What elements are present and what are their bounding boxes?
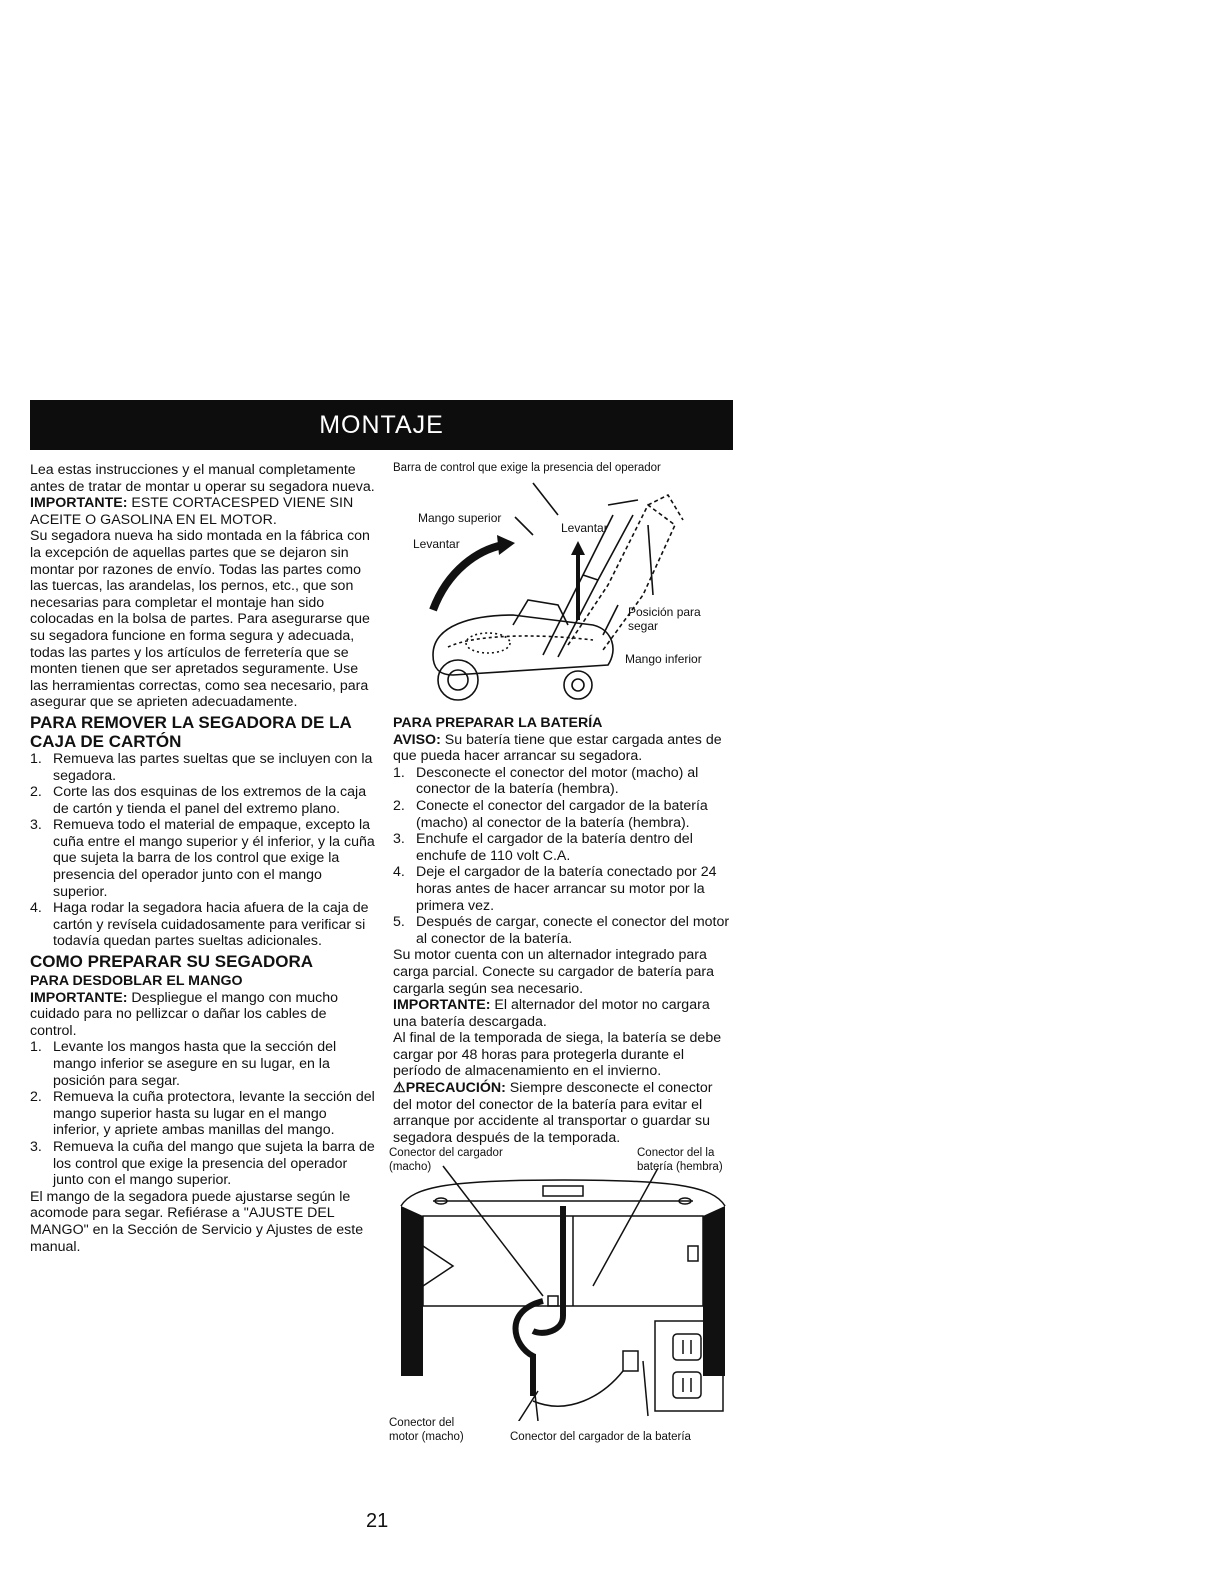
list-item: 1. Levante los mangos hasta que la sección del mango inferior se asegure en su lugar, en la posición para segar. [30,1039,337,1089]
assembly-paragraph: Su segadora nueva ha sido montada en la fábrica con la excepción de aquellas partes que se dejaron sin montar por razones de envío. Todas las partes como las tuercas, las arandelas, los pernos, etc., que son necesarias para completar el montaje han sido colocadas en la bolsa de partes. Para asegurarse que su segadora funcione en forma segura y adecuada, todas las partes y los artículos de ferretería que se monten tienen que ser apretados seguramente. Use las herramientas correctas, como sea necesario, para asegurar que se aprieten adecuadamente. [30,528,370,711]
closing-paragraph: El mango de la segadora puede ajustarse según le acomode para segar. Refiérase a "AJUSTE DEL MANGO" en la Sección de Servicio y Ajustes de este manual. [30,1188,364,1255]
label-battery-connector: Conector del la [637,1147,715,1160]
subheading-unfold-handle: PARA DESDOBLAR EL MANGO [30,973,243,990]
heading-prepare-mower: COMO PREPARAR SU SEGADORA [30,952,314,972]
label-battery-hembra: batería (hembra) [637,1161,723,1174]
alternator-paragraph: Su motor cuenta con un alternador integrado para carga parcial. Conecte su cargador de batería para cargarla según sea necesario. [393,947,714,997]
label-segar: segar [628,619,659,633]
list-item: 4. Deje el cargador de la batería conectado por 24 horas antes de hacer arrancar su motor por la primera vez. [393,864,717,914]
important-label: IMPORTANTE: [30,495,128,512]
list-item: 3. Remueva la cuña del mango que sujeta la barra de los control que exige la presencia del operador junto con el mango superior. [30,1138,375,1189]
figure-handle-diagram [393,475,735,713]
warning-icon: ⚠ [393,1080,406,1097]
important-text: ESTE CORTACESPED VIENE SIN ACEITE O GASOLINA EN EL MOTOR. [30,495,354,528]
figure1-caption: Barra de control que exige la presencia del operador [393,462,661,474]
list-item: 3. Enchufe el cargador de la batería dentro del enchufe de 110 volt C.A. [393,831,693,864]
right-column [389,462,735,1451]
label-motor-connector: Conector del [389,1417,455,1430]
important-note-2: IMPORTANTE: Despliegue el mango con mucho cuidado para no pellizcar o dañar los cables de control. [30,989,339,1039]
battery-steps-list [393,765,735,948]
label-posicion-para: Posición para [628,605,701,619]
banner-title: MONTAJE [319,410,444,439]
storage-paragraph: Al final de la temporada de siega, la batería se debe cargar por 48 horas para protegerla durante el período de almacenamiento en el invierno. [393,1030,722,1080]
list-item: 1. Remueva las partes sueltas que se incluyen con la segadora. [30,750,373,784]
important-note-3: IMPORTANTE: El alternador del motor no cargara una batería descargada. [393,997,710,1030]
label-mango-superior: Mango superior [418,511,502,525]
unfold-steps-list [30,1039,375,1188]
list-item: 1. Desconecte el conector del motor (macho) al conector de la batería (hembra). [393,764,699,798]
label-mango-inferior: Mango inferior [625,652,702,666]
left-column [30,462,375,1255]
list-item: 2. Conecte el conector del cargador de la batería (macho) al conector de la batería (hembra). [393,797,708,831]
caution-note: ⚠PRECAUCIÓN: Siempre desconecte el conector del motor del conector de la batería para evitar el arranque por accidente al transportar o guardar su segadora después de la temporada. [393,1080,713,1146]
list-item: 5. Después de cargar, conecte el conector del motor al conector de la batería. [393,914,730,947]
important-note-1 [30,495,375,528]
remove-steps-list [30,751,375,950]
heading-remove-mower: PARA REMOVER LA SEGADORA DE LA CAJA DE CARTÓN [30,712,352,751]
list-item: 4. Haga rodar la segadora hacia afuera de la caja de cartón y revísela cuidadosamente para verificar si todavía quedan partes sueltas adicionales. [30,900,369,950]
battery-wiring-illustration [393,1146,733,1421]
list-item: 3. Remueva todo el material de empaque, excepto la cuña entre el mango superior y él inferior, y la cuña que sujeta la barra de los control que exige la presencia del operador junto con el mango superior. [30,817,375,900]
list-item: 2. Remueva la cuña protectora, levante la sección del mango superior hasta su lugar en el mango inferior, y apriete ambas manillas del mango. [30,1089,375,1139]
label-battery-charger: Conector del cargador de la batería [510,1431,691,1444]
figure-battery-diagram [389,1146,735,1421]
label-charger-macho: (macho) [389,1161,432,1174]
figure2-bottom-labels [389,1417,735,1451]
intro-text: Lea estas instrucciones y el manual completamente antes de tratar de montar u operar su segadora nueva. [30,462,375,495]
section-banner [30,400,733,450]
label-levantar-left: Levantar [413,537,460,551]
label-levantar-right: Levantar [561,521,608,535]
heading-prepare-battery: PARA PREPARAR LA BATERÍA [393,715,603,731]
aviso-note: AVISO: Su batería tiene que estar cargada antes de que pueda hacer arrancar su segadora. [393,731,722,765]
label-charger-connector: Conector del cargador [389,1147,503,1160]
page-number: 21 [366,1510,389,1532]
list-item: 2. Corte las dos esquinas de los extremos de la caja de cartón y tienda el panel del extremo plano. [30,784,367,817]
label-motor-macho: motor (macho) [389,1431,464,1444]
